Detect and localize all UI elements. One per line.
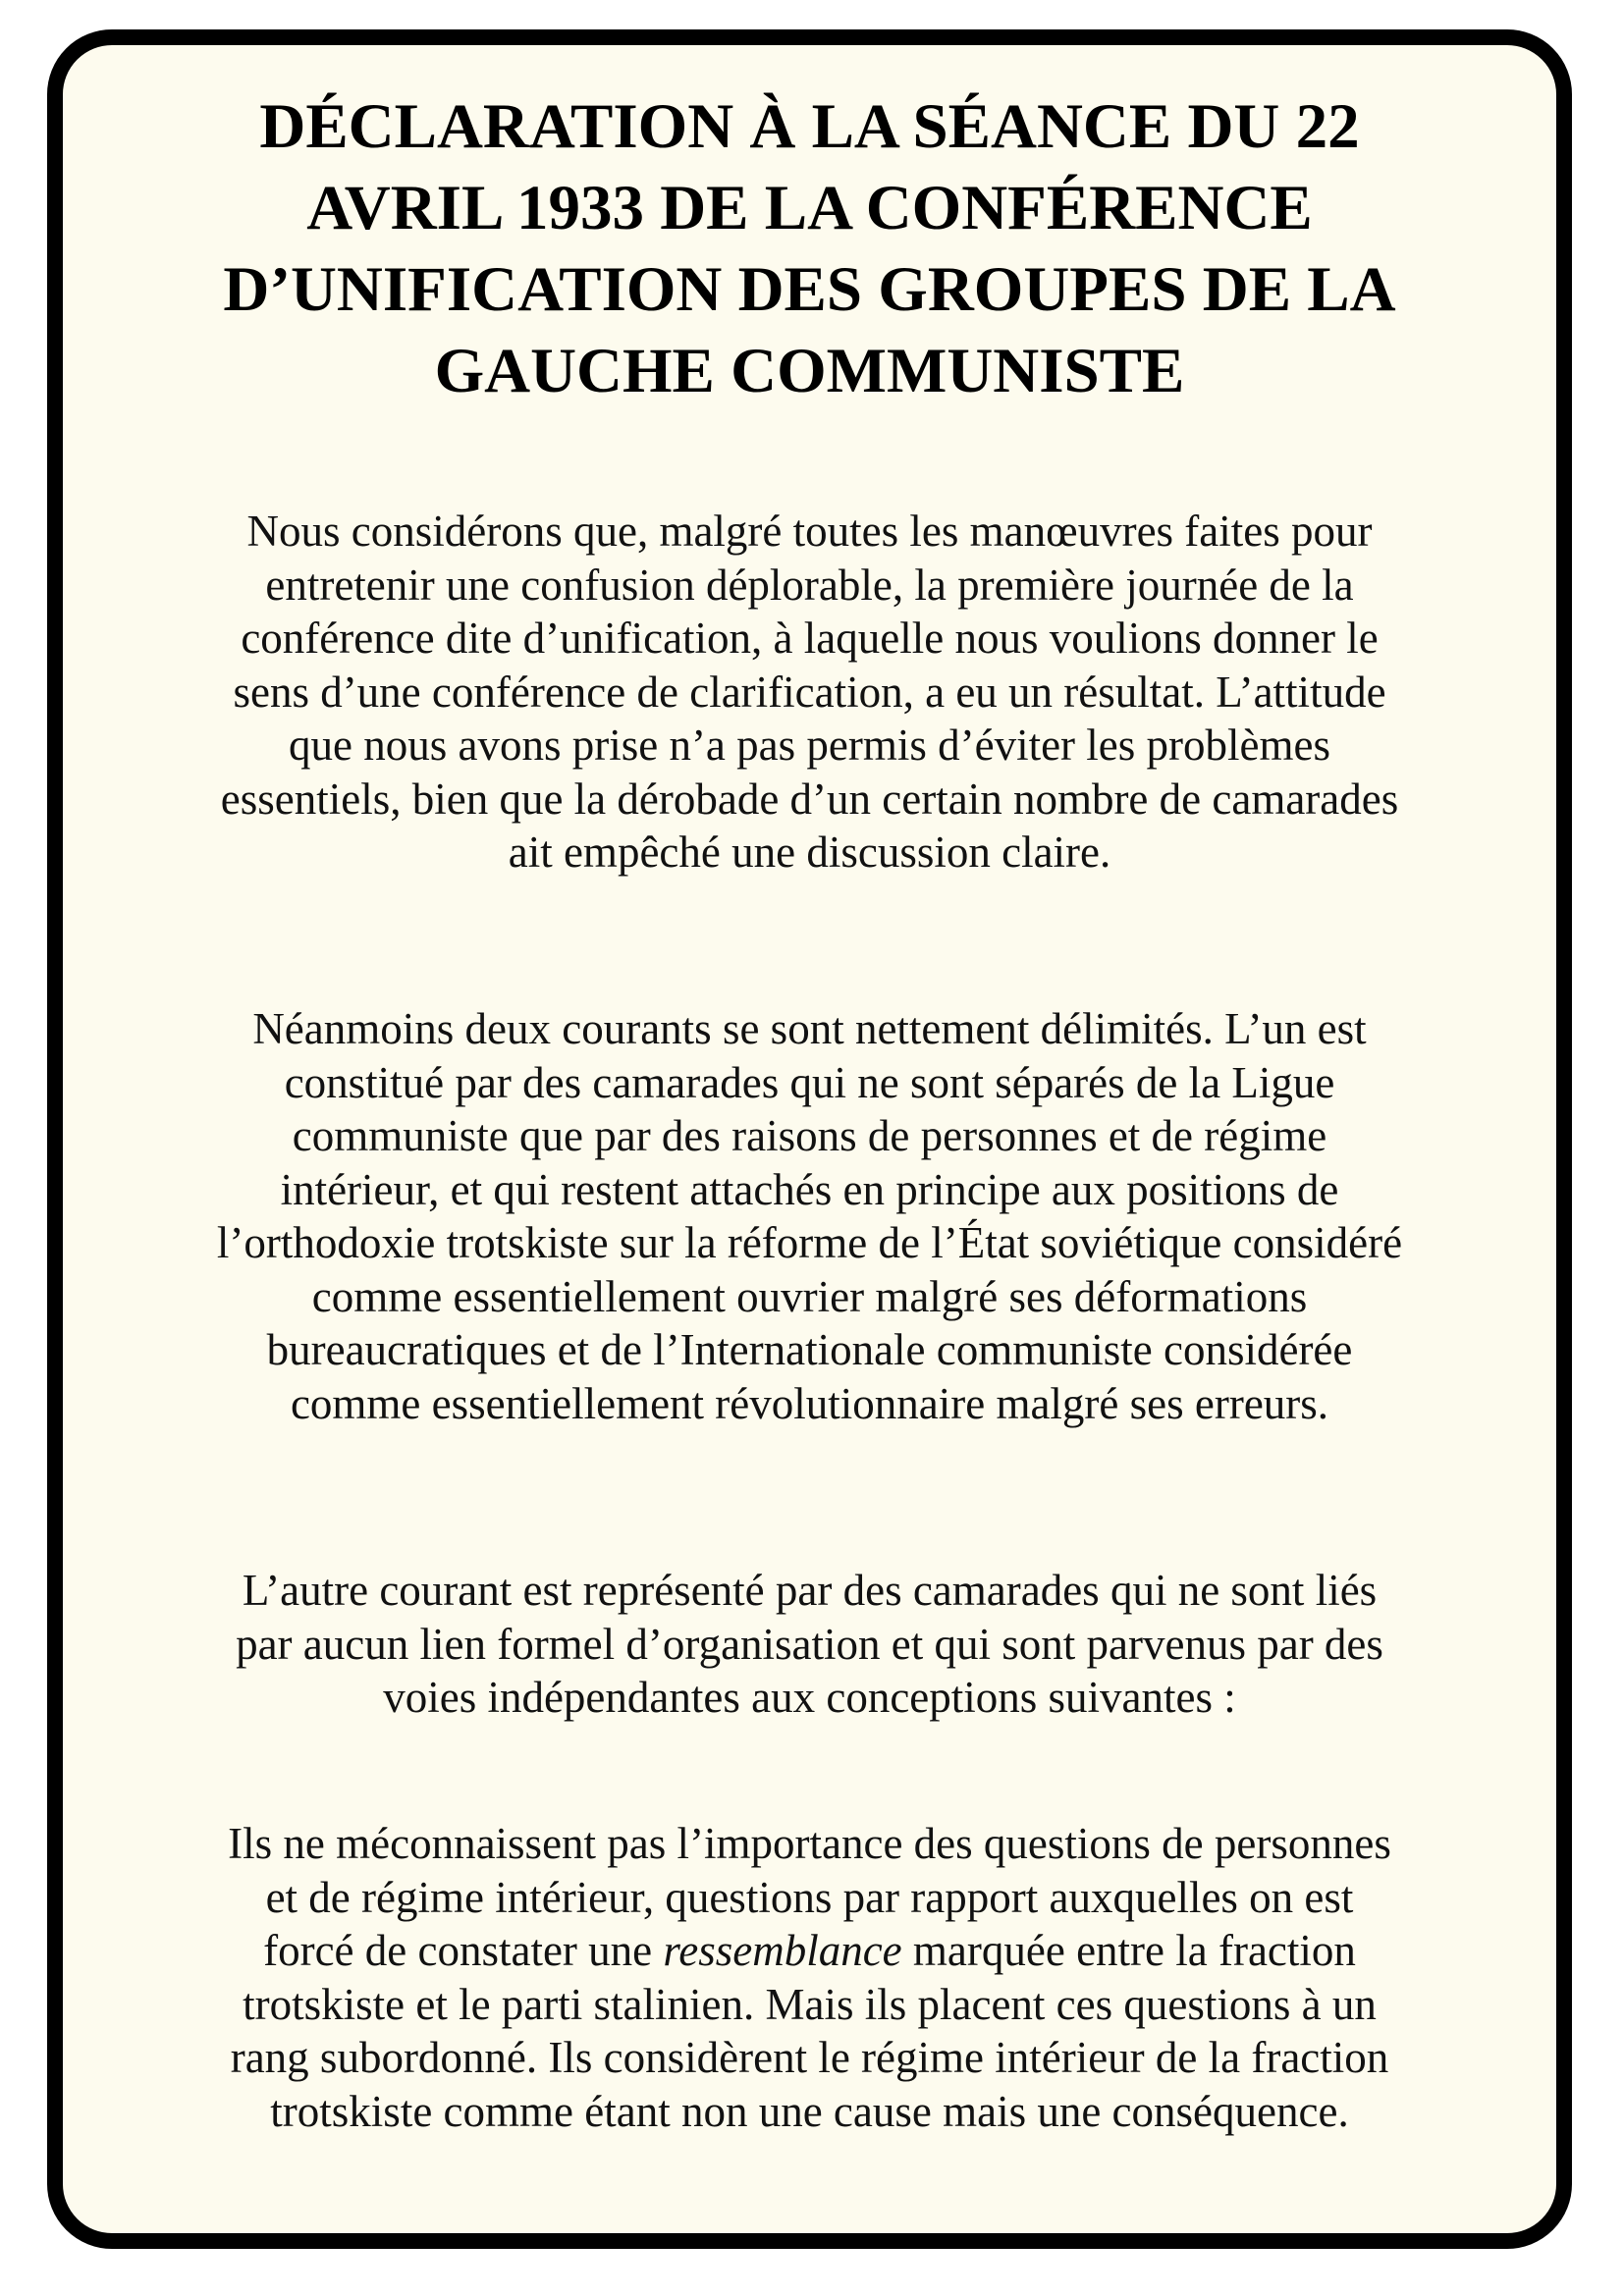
text-line: entretenir une confusion déplorable, la première journée de la xyxy=(265,560,1354,610)
paragraph-2 xyxy=(47,1002,1572,1430)
text-segment: marquée entre la fraction xyxy=(901,1926,1356,1975)
text-line: bureaucratiques et de l’Internationale communiste considérée xyxy=(266,1325,1353,1374)
text-line: ait empêché une discussion claire. xyxy=(508,828,1111,877)
text-line: intérieur, et qui restent attachés en principe aux positions de xyxy=(280,1164,1339,1214)
text-line: Nous considérons que, malgré toutes les manœuvres faites pour xyxy=(246,507,1373,556)
text-line: Néanmoins deux courants se sont nettement délimités. L’un est xyxy=(252,1004,1367,1053)
paragraph-4 xyxy=(47,1817,1572,2138)
text-line-with-emphasis xyxy=(47,1924,1572,1978)
paragraph-3 xyxy=(47,1564,1572,1725)
document-title xyxy=(47,86,1572,412)
text-line: l’orthodoxie trotskiste sur la réforme de l’État soviétique considéré xyxy=(216,1218,1403,1267)
text-line: communiste que par des raisons de personnes et de régime xyxy=(292,1111,1327,1160)
text-line: que nous avons prise n’a pas permis d’éviter les problèmes xyxy=(289,721,1330,770)
text-line: Ils ne méconnaissent pas l’importance des questions de personnes xyxy=(228,1819,1391,1868)
text-line: conférence dite d’unification, à laquelle nous voulions donner le xyxy=(241,614,1379,663)
text-line: trotskiste comme étant non une cause mais une conséquence. xyxy=(270,2086,1349,2136)
title-line: DÉCLARATION À LA SÉANCE DU 22 xyxy=(259,91,1360,162)
text-line: par aucun lien formel d’organisation et qui sont parvenus par des xyxy=(236,1619,1383,1669)
text-line: sens d’une conférence de clarification, a eu un résultat. L’attitude xyxy=(233,667,1386,717)
text-line: comme essentiellement ouvrier malgré ses déformations xyxy=(311,1271,1308,1321)
text-line: constitué par des camarades qui ne sont séparés de la Ligue xyxy=(284,1057,1335,1107)
text-line: essentiels, bien que la dérobade d’un certain nombre de camarades xyxy=(220,774,1399,824)
title-line: AVRIL 1933 DE LA CONFÉRENCE xyxy=(306,173,1313,243)
text-line: et de régime intérieur, questions par rapport auxquelles on est xyxy=(265,1872,1354,1922)
title-line: GAUCHE COMMUNISTE xyxy=(434,336,1185,406)
text-segment: forcé de constater une xyxy=(263,1926,664,1975)
paragraph-1 xyxy=(47,505,1572,880)
text-line: rang subordonné. Ils considèrent le régime intérieur de la fraction xyxy=(230,2033,1389,2082)
emphasized-word: ressemblance xyxy=(663,1926,902,1975)
text-line: trotskiste et le parti stalinien. Mais ils placent ces questions à un xyxy=(243,1979,1377,2029)
text-line: comme essentiellement révolutionnaire malgré ses erreurs. xyxy=(290,1378,1329,1428)
title-line: D’UNIFICATION DES GROUPES DE LA xyxy=(223,254,1396,325)
text-line: voies indépendantes aux conceptions suivantes : xyxy=(383,1673,1236,1722)
text-line: L’autre courant est représenté par des camarades qui ne sont liés xyxy=(242,1566,1378,1615)
